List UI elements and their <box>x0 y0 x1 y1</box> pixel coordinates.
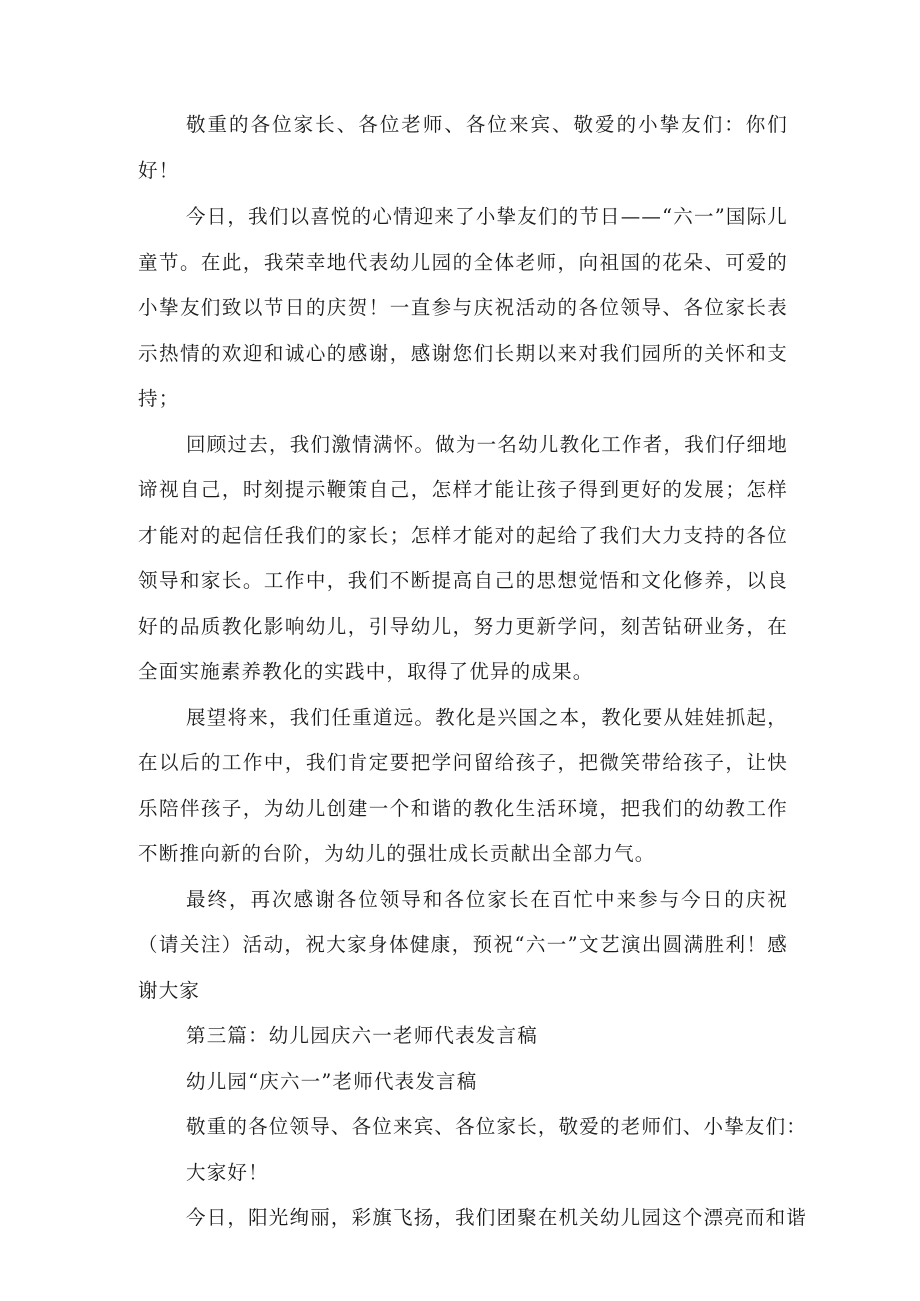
document-page <box>138 102 808 1241</box>
paragraph-outlook: 展望将来，我们任重道远。教化是兴国之本，教化要从娃娃抓起，在以后的工作中，我们肯定要把学问留给孩子，把微笑带给孩子，让快乐陪伴孩子，为幼儿创建一个和谐的教化生活环境，把我们的幼教工作不断推向新的台阶，为幼儿的强壮成长贡献出全部力气。 <box>138 705 788 865</box>
speech-paragraph-start: 今日，阳光绚丽，彩旗飞扬，我们团聚在机关幼儿园这个漂亮而和谐 <box>186 1206 808 1229</box>
paragraph-closing: 最终，再次感谢各位领导和各位家长在百忙中来参与今日的庆祝（请关注）活动，祝大家身体健康，预祝“六一”文艺演出圆满胜利！感谢大家 <box>138 887 788 1002</box>
paragraph-intro: 今日，我们以喜悦的心情迎来了小挚友们的节日——“六一”国际儿童节。在此，我荣幸地代表幼儿园的全体老师，向祖国的花朵、可爱的小挚友们致以节日的庆贺！一直参与庆祝活动的各位领导、各位家长表示热情的欢迎和诚心的感谢，感谢您们长期以来对我们园所的关怀和支持； <box>138 205 788 410</box>
speech-salutation: 敬重的各位领导、各位来宾、各位家长，敬爱的老师们、小挚友们： <box>186 1115 808 1138</box>
opening-salutation: 敬重的各位家长、各位老师、各位来宾、敬爱的小挚友们：你们好！ <box>138 113 788 182</box>
speech-greeting: 大家好！ <box>186 1160 269 1184</box>
speech-title: 幼儿园“庆六一”老师代表发言稿 <box>186 1069 478 1093</box>
section-title: 第三篇：幼儿园庆六一老师代表发言稿 <box>186 1024 538 1047</box>
paragraph-review: 回顾过去，我们激情满怀。做为一名幼儿教化工作者，我们仔细地谛视自己，时刻提示鞭策自己，怎样才能让孩子得到更好的发展；怎样才能对的起信任我们的家长；怎样才能对的起给了我们大力支持的各位领导和家长。工作中，我们不断提高自己的思想觉悟和文化修养，以良好的品质教化影响幼儿，引导幼儿，努力更新学问，刻苦钻研业务，在全面实施素养教化的实践中，取得了优异的成果。 <box>138 432 788 683</box>
